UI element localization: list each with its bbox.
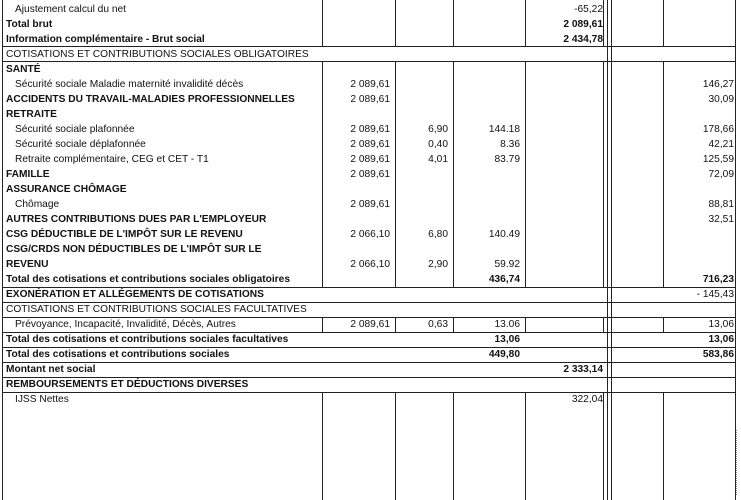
employer-amount: - 145,43 [696, 289, 734, 300]
row-label: CSG/CRDS NON DÉDUCTIBLES DE L'IMPÔT SUR LE [6, 244, 262, 255]
employee-amount: 140.49 [488, 229, 520, 240]
employee-amount: 59.92 [494, 259, 520, 270]
row-label: EXONÉRATION ET ALLÉGEMENTS DE COTISATIONS [6, 289, 264, 300]
column-divider [322, 392, 323, 500]
table-row [0, 302, 741, 317]
table-row [0, 392, 741, 407]
table-row [0, 362, 741, 377]
column-divider [663, 392, 664, 500]
row-label: Total des cotisations et contributions sociales obligatoires [6, 274, 290, 285]
table-row [0, 122, 741, 137]
base-value: 2 089,61 [350, 94, 390, 105]
employer-amount: 32,51 [708, 214, 734, 225]
table-row [0, 197, 741, 212]
row-label: Retraite complémentaire, CEG et CET - T1 [15, 154, 209, 165]
employer-amount: 88,81 [708, 199, 734, 210]
table-row [0, 182, 741, 197]
column-divider [395, 392, 396, 500]
row-label: Prévoyance, Incapacité, Invalidité, Décès, Autres [15, 319, 236, 330]
employer-amount: 178,66 [702, 124, 734, 135]
employee-rate: 6,80 [428, 229, 448, 240]
margin-marks [736, 430, 740, 495]
base-value: 2 066,10 [350, 229, 390, 240]
employee-amount: 8.36 [500, 139, 520, 150]
row-label: IJSS Nettes [15, 394, 69, 405]
employee-amount: 13,06 [494, 334, 520, 345]
employee-rate: 0,40 [428, 139, 448, 150]
row-label: Total des cotisations et contributions sociales facultatives [6, 334, 289, 345]
table-row [0, 317, 741, 332]
row-label: RETRAITE [6, 109, 57, 120]
row-label: Total brut [6, 19, 53, 30]
table-row [0, 242, 741, 257]
table-row [0, 272, 741, 287]
row-label: REVENU [6, 259, 49, 270]
base-value: 2 066,10 [350, 259, 390, 270]
column-divider [525, 392, 526, 500]
table-row [0, 107, 741, 122]
pay-amount: 2 434,78 [563, 34, 603, 45]
row-label: ASSURANCE CHÔMAGE [6, 184, 127, 195]
row-label: Montant net social [6, 364, 96, 375]
row-label: COTISATIONS ET CONTRIBUTIONS SOCIALES FACULTATIVES [6, 304, 307, 315]
table-row [0, 2, 741, 17]
table-row [0, 287, 741, 302]
base-value: 2 089,61 [350, 139, 390, 150]
row-label: CSG DÉDUCTIBLE DE L'IMPÔT SUR LE REVENU [6, 229, 243, 240]
pay-amount: 2 333,14 [563, 364, 603, 375]
employer-amount: 146,27 [702, 79, 734, 90]
base-value: 2 089,61 [350, 154, 390, 165]
employee-rate: 4,01 [428, 154, 448, 165]
employer-amount: 716,23 [702, 274, 734, 285]
row-label: COTISATIONS ET CONTRIBUTIONS SOCIALES OBLIGATOIRES [6, 49, 309, 60]
employee-amount: 83.79 [494, 154, 520, 165]
column-divider [453, 392, 454, 500]
employer-amount: 42,21 [708, 139, 734, 150]
table-row [0, 92, 741, 107]
employee-amount: 449,80 [488, 349, 520, 360]
table-row [0, 137, 741, 152]
row-label: REMBOURSEMENTS ET DÉDUCTIONS DIVERSES [6, 379, 249, 390]
row-label: FAMILLE [6, 169, 50, 180]
employee-rate: 6,90 [428, 124, 448, 135]
table-row [0, 152, 741, 167]
table-row [0, 47, 741, 62]
employer-amount: 30,09 [708, 94, 734, 105]
employee-amount: 13.06 [494, 319, 520, 330]
pay-amount: 2 089,61 [563, 19, 603, 30]
base-value: 2 089,61 [350, 79, 390, 90]
pay-amount: 322,04 [571, 394, 603, 405]
employer-amount: 583,86 [702, 349, 734, 360]
table-row [0, 167, 741, 182]
table-row [0, 62, 741, 77]
base-value: 2 089,61 [350, 124, 390, 135]
employer-amount: 13,06 [708, 319, 734, 330]
employer-amount: 125,59 [702, 154, 734, 165]
table-row [0, 332, 741, 347]
row-label: ACCIDENTS DU TRAVAIL-MALADIES PROFESSIONNELLES [6, 94, 295, 105]
row-label: Sécurité sociale Maladie maternité invalidité décès [15, 79, 244, 90]
row-label: Information complémentaire - Brut social [6, 34, 205, 45]
table-row [0, 347, 741, 362]
table-row [0, 32, 741, 47]
employee-amount: 144.18 [488, 124, 520, 135]
employee-amount: 436,74 [488, 274, 520, 285]
base-value: 2 089,61 [350, 319, 390, 330]
table-row [0, 227, 741, 242]
employer-amount: 72,09 [708, 169, 734, 180]
row-label: SANTÉ [6, 64, 41, 75]
table-row [0, 212, 741, 227]
column-divider [603, 392, 604, 500]
employee-rate: 2,90 [428, 259, 448, 270]
row-label: Chômage [15, 199, 60, 210]
table-row [0, 377, 741, 392]
table-row [0, 257, 741, 272]
table-row [0, 77, 741, 92]
row-label: Ajustement calcul du net [15, 4, 126, 15]
table-row [0, 17, 741, 32]
row-label: Sécurité sociale plafonnée [15, 124, 135, 135]
row-label: Sécurité sociale déplafonnée [15, 139, 146, 150]
row-label: Total des cotisations et contributions sociales [6, 349, 230, 360]
employer-amount: 13,06 [708, 334, 734, 345]
employee-rate: 0,63 [428, 319, 448, 330]
base-value: 2 089,61 [350, 169, 390, 180]
pay-amount: -65,22 [574, 4, 603, 15]
row-label: AUTRES CONTRIBUTIONS DUES PAR L'EMPLOYEUR [6, 214, 267, 225]
base-value: 2 089,61 [350, 199, 390, 210]
